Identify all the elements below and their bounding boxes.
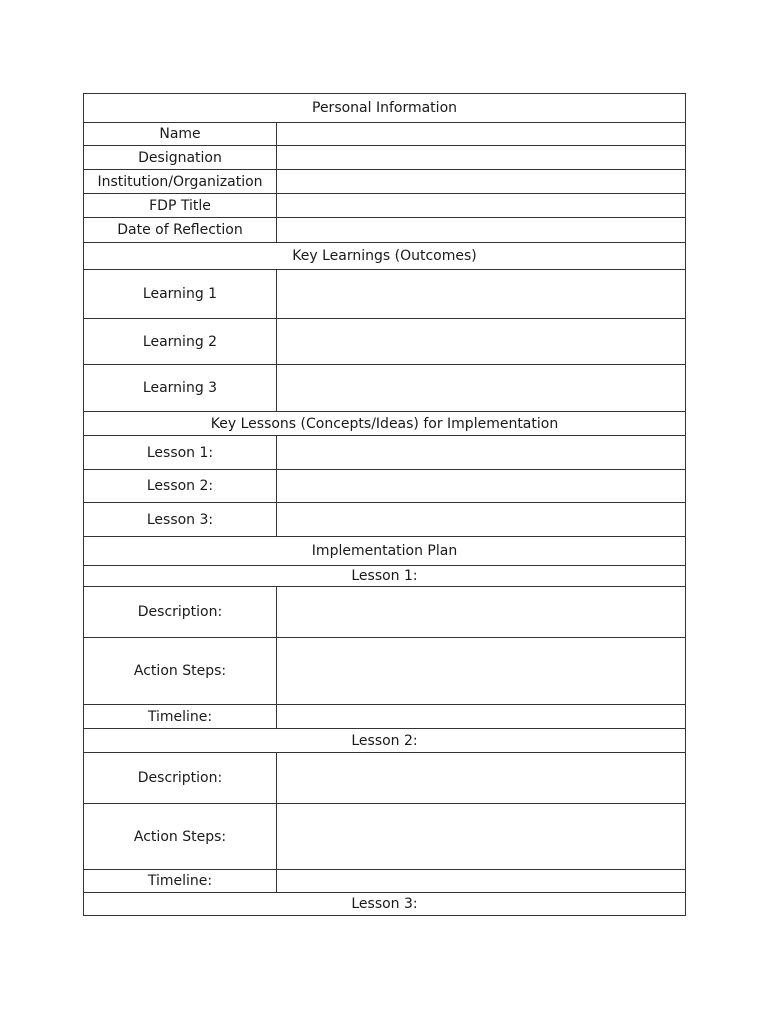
section-header-row [84, 412, 686, 436]
form-row [84, 705, 686, 729]
name-field[interactable] [277, 123, 686, 146]
form-row [84, 503, 686, 537]
learning-3-label: Learning 3 [84, 365, 277, 412]
learning-3-field[interactable] [277, 365, 686, 412]
section-header-row [84, 243, 686, 270]
lesson-1-field[interactable] [277, 436, 686, 470]
plan-lesson-header-row [84, 729, 686, 753]
designation-label: Designation [84, 146, 277, 170]
learning-2-label: Learning 2 [84, 319, 277, 365]
form-row [84, 123, 686, 146]
plan-lesson-2-timeline-label: Timeline: [84, 870, 277, 893]
form-row [84, 436, 686, 470]
plan-lesson-header-row [84, 893, 686, 916]
form-row [84, 470, 686, 503]
designation-field[interactable] [277, 146, 686, 170]
plan-lesson-1-action-steps-field[interactable] [277, 638, 686, 705]
key-lessons-heading: Key Lessons (Concepts/Ideas) for Implementation [84, 412, 686, 436]
form-row [84, 587, 686, 638]
lesson-1-label: Lesson 1: [84, 436, 277, 470]
form-row [84, 170, 686, 194]
plan-lesson-1-timeline-label: Timeline: [84, 705, 277, 729]
plan-lesson-2-timeline-field[interactable] [277, 870, 686, 893]
learning-1-field[interactable] [277, 270, 686, 319]
institution-field[interactable] [277, 170, 686, 194]
lesson-2-label: Lesson 2: [84, 470, 277, 503]
plan-lesson-1-title: Lesson 1: [84, 566, 686, 587]
plan-lesson-1-action-steps-label: Action Steps: [84, 638, 277, 705]
lesson-3-label: Lesson 3: [84, 503, 277, 537]
plan-lesson-2-title: Lesson 2: [84, 729, 686, 753]
plan-lesson-1-description-field[interactable] [277, 587, 686, 638]
form-row [84, 146, 686, 170]
fdp-title-field[interactable] [277, 194, 686, 218]
key-learnings-heading: Key Learnings (Outcomes) [84, 243, 686, 270]
plan-lesson-3-title: Lesson 3: [84, 893, 686, 916]
form-row [84, 638, 686, 705]
form-row [84, 270, 686, 319]
name-label: Name [84, 123, 277, 146]
lesson-3-field[interactable] [277, 503, 686, 537]
plan-lesson-2-action-steps-label: Action Steps: [84, 804, 277, 870]
learning-1-label: Learning 1 [84, 270, 277, 319]
plan-lesson-header-row [84, 566, 686, 587]
plan-lesson-1-description-label: Description: [84, 587, 277, 638]
section-header-row [84, 537, 686, 566]
date-of-reflection-field[interactable] [277, 218, 686, 243]
reflection-form-table [83, 93, 686, 916]
form-row [84, 218, 686, 243]
plan-lesson-2-description-field[interactable] [277, 753, 686, 804]
lesson-2-field[interactable] [277, 470, 686, 503]
implementation-plan-heading: Implementation Plan [84, 537, 686, 566]
institution-label: Institution/Organization [84, 170, 277, 194]
plan-lesson-1-timeline-field[interactable] [277, 705, 686, 729]
form-row [84, 804, 686, 870]
section-header-row [84, 94, 686, 123]
form-row [84, 753, 686, 804]
form-row [84, 319, 686, 365]
form-row [84, 870, 686, 893]
plan-lesson-2-description-label: Description: [84, 753, 277, 804]
form-row [84, 194, 686, 218]
date-of-reflection-label: Date of Reflection [84, 218, 277, 243]
fdp-title-label: FDP Title [84, 194, 277, 218]
learning-2-field[interactable] [277, 319, 686, 365]
form-row [84, 365, 686, 412]
plan-lesson-2-action-steps-field[interactable] [277, 804, 686, 870]
personal-information-heading: Personal Information [84, 94, 686, 123]
